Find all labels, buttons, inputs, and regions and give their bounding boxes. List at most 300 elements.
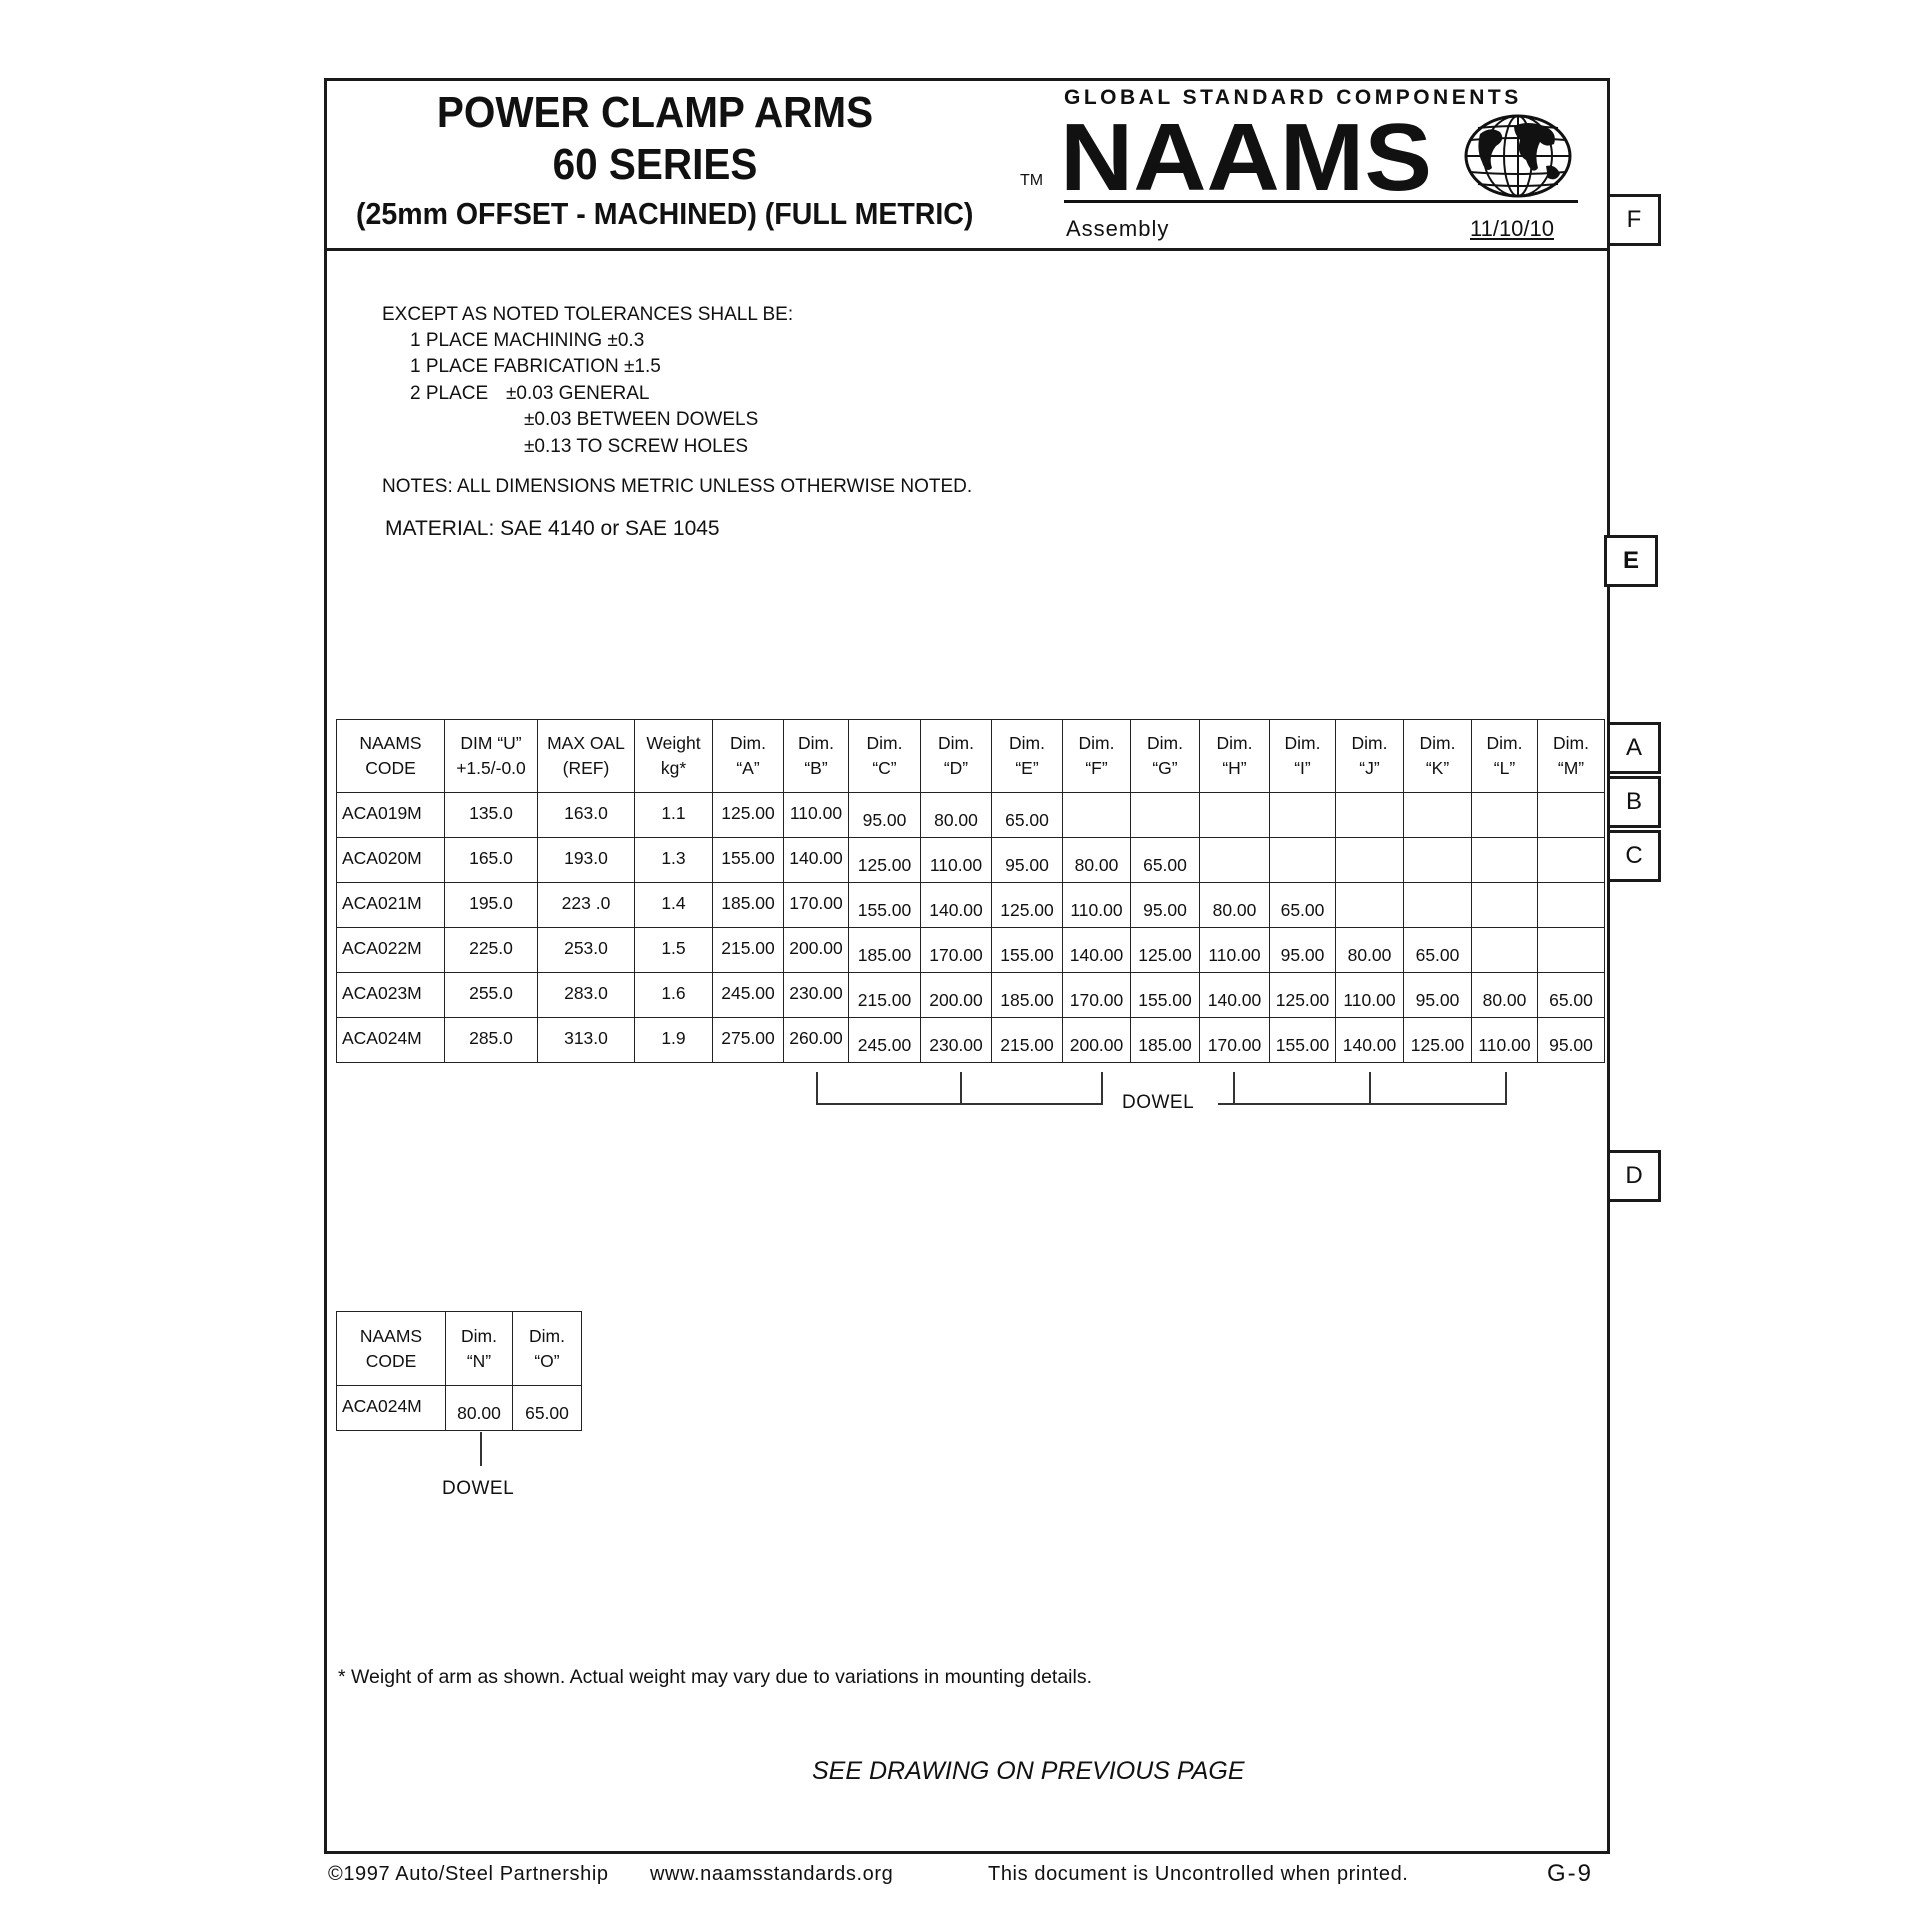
cell-text: 225.0 bbox=[469, 937, 513, 958]
cell-text: 253.0 bbox=[564, 937, 608, 958]
copyright-text: ©1997 Auto/Steel Partnership bbox=[328, 1863, 609, 1885]
table-cell bbox=[1270, 1018, 1336, 1063]
table-cell bbox=[635, 928, 713, 973]
dimension-table bbox=[336, 719, 1605, 1063]
tolerance-machining: 1 PLACE MACHINING ±0.3 bbox=[410, 330, 645, 351]
cell-text: 245.00 bbox=[721, 982, 775, 1003]
table-cell bbox=[1131, 793, 1200, 838]
header-text: Dim. bbox=[461, 1325, 497, 1346]
header-text: kg* bbox=[660, 758, 687, 778]
dowel-label-main: DOWEL bbox=[1122, 1092, 1195, 1113]
cell-text: ACA023M bbox=[342, 982, 422, 1003]
dowel-leader-n bbox=[480, 1432, 482, 1466]
header-text: “O” bbox=[534, 1350, 560, 1371]
header-text: “B” bbox=[804, 758, 828, 778]
table-cell bbox=[784, 838, 849, 883]
tolerance-fabrication: 1 PLACE FABRICATION ±1.5 bbox=[410, 356, 661, 377]
table-cell bbox=[1404, 838, 1472, 883]
disclaimer-text: This document is Uncontrolled when printed. bbox=[988, 1863, 1409, 1885]
tolerance-general: ±0.03 GENERAL bbox=[506, 383, 650, 404]
table-cell bbox=[538, 793, 635, 838]
revision-date: 11/10/10 bbox=[1470, 216, 1555, 241]
website-link[interactable]: www.naamsstandards.org bbox=[650, 1863, 894, 1885]
dowel-leader-e bbox=[960, 1072, 962, 1104]
cell-text: 95.00 bbox=[1549, 1034, 1593, 1055]
dowel-bracket-left bbox=[816, 1103, 1103, 1105]
cell-text: 1.5 bbox=[661, 937, 686, 958]
table-cell bbox=[1404, 883, 1472, 928]
naams-code-cell bbox=[337, 883, 445, 928]
cell-text: 110.00 bbox=[929, 854, 983, 875]
table-cell bbox=[1538, 793, 1605, 838]
table-cell bbox=[445, 1018, 538, 1063]
table-cell bbox=[1063, 928, 1131, 973]
logo-underline bbox=[1064, 200, 1578, 203]
table-cell bbox=[992, 838, 1063, 883]
cell-text: 125.00 bbox=[1275, 989, 1330, 1010]
title-line-3: (25mm OFFSET - MACHINED) (FULL METRIC) bbox=[356, 196, 974, 231]
header-text: Dim. bbox=[1553, 733, 1589, 753]
table-cell bbox=[1404, 793, 1472, 838]
table-cell bbox=[921, 973, 992, 1018]
table-cell bbox=[1404, 928, 1472, 973]
header-text: “E” bbox=[1015, 758, 1039, 778]
title-line-1: POWER CLAMP ARMS bbox=[436, 88, 874, 137]
cell-text: 185.00 bbox=[721, 892, 775, 913]
table-cell bbox=[445, 928, 538, 973]
table-cell bbox=[1200, 793, 1270, 838]
table-cell bbox=[784, 928, 849, 973]
table-cell bbox=[784, 1018, 849, 1063]
main-column-header bbox=[849, 720, 921, 793]
cell-text: 200.00 bbox=[929, 989, 983, 1010]
title-line-2: 60 SERIES bbox=[552, 140, 758, 189]
table-cell bbox=[1063, 1018, 1131, 1063]
cell-text: 200.00 bbox=[789, 937, 843, 958]
cell-text: 140.00 bbox=[1207, 989, 1262, 1010]
page-number: G-9 bbox=[1547, 1860, 1594, 1887]
table-cell bbox=[445, 883, 538, 928]
header-text: Dim. bbox=[529, 1325, 565, 1346]
table-cell bbox=[713, 793, 784, 838]
cell-text: 170.00 bbox=[1207, 1034, 1262, 1055]
table-cell bbox=[1538, 1018, 1605, 1063]
table-cell bbox=[713, 928, 784, 973]
table-cell bbox=[538, 973, 635, 1018]
header-text: Dim. bbox=[730, 733, 766, 753]
cell-text: 125.00 bbox=[1000, 899, 1054, 920]
cell-text: ACA021M bbox=[342, 892, 422, 913]
table-cell bbox=[713, 973, 784, 1018]
cell-text: ACA024M bbox=[342, 1395, 422, 1416]
cell-text: 155.00 bbox=[721, 847, 775, 868]
header-text: MAX OAL bbox=[547, 733, 625, 753]
cell-text: 155.00 bbox=[1138, 989, 1192, 1010]
sub-header-row bbox=[337, 1312, 582, 1386]
table-cell bbox=[849, 793, 921, 838]
table-cell bbox=[1200, 928, 1270, 973]
table-cell bbox=[1472, 1018, 1538, 1063]
table-cell bbox=[713, 1018, 784, 1063]
header-text: “H” bbox=[1222, 758, 1247, 778]
table-cell bbox=[921, 928, 992, 973]
dowel-leader-h bbox=[1233, 1072, 1235, 1104]
table-cell bbox=[1200, 1018, 1270, 1063]
table-cell bbox=[513, 1386, 582, 1431]
cell-text: 125.00 bbox=[1410, 1034, 1465, 1055]
naams-code-cell bbox=[337, 838, 445, 883]
header-text: Dim. bbox=[1078, 733, 1115, 753]
table-cell bbox=[849, 1018, 921, 1063]
cell-text: 165.0 bbox=[469, 847, 513, 868]
header-text: DIM “U” bbox=[460, 733, 522, 753]
tolerance-dowels: ±0.03 BETWEEN DOWELS bbox=[524, 409, 759, 430]
table-cell bbox=[1336, 1018, 1404, 1063]
table-cell bbox=[713, 883, 784, 928]
table-cell bbox=[1131, 973, 1200, 1018]
cell-text: 110.00 bbox=[789, 802, 843, 823]
table-cell bbox=[1538, 883, 1605, 928]
table-cell bbox=[992, 928, 1063, 973]
table-cell bbox=[1336, 973, 1404, 1018]
dowel-leader-d bbox=[816, 1072, 818, 1104]
tolerance-screw-holes: ±0.13 TO SCREW HOLES bbox=[524, 436, 749, 457]
table-cell bbox=[1063, 838, 1131, 883]
cell-text: 1.1 bbox=[661, 802, 686, 823]
header-text: Weight bbox=[646, 733, 701, 753]
logo-wordmark: NAAMS bbox=[1060, 112, 1432, 202]
cell-text: 140.00 bbox=[1342, 1034, 1397, 1055]
tab-d: D bbox=[1607, 1150, 1661, 1202]
table-cell bbox=[446, 1386, 513, 1431]
tab-f: F bbox=[1607, 194, 1661, 246]
material-spec: MATERIAL: SAE 4140 or SAE 1045 bbox=[385, 517, 720, 540]
naams-logo bbox=[1060, 112, 1580, 202]
table-cell bbox=[538, 1018, 635, 1063]
tab-b: B bbox=[1607, 776, 1661, 828]
main-column-header bbox=[1404, 720, 1472, 793]
table-cell bbox=[1336, 928, 1404, 973]
cell-text: 185.00 bbox=[857, 944, 912, 965]
general-notes: NOTES: ALL DIMENSIONS METRIC UNLESS OTHERWISE NOTED. bbox=[382, 476, 973, 497]
main-column-header bbox=[713, 720, 784, 793]
globe-icon bbox=[1466, 116, 1570, 196]
table-cell bbox=[992, 973, 1063, 1018]
dowel-leader-l bbox=[1505, 1072, 1507, 1104]
cell-text: 155.00 bbox=[1275, 1034, 1330, 1055]
header-text: Dim. bbox=[1351, 733, 1388, 753]
cell-text: 230.00 bbox=[929, 1034, 983, 1055]
main-column-header bbox=[1200, 720, 1270, 793]
header-text: Dim. bbox=[938, 733, 974, 753]
table-cell bbox=[784, 793, 849, 838]
main-column-header bbox=[1063, 720, 1131, 793]
cell-text: ACA024M bbox=[342, 1027, 422, 1048]
table-cell bbox=[849, 883, 921, 928]
table-row bbox=[337, 838, 1605, 883]
cell-text: 110.00 bbox=[1070, 899, 1123, 920]
table-cell bbox=[1538, 928, 1605, 973]
dowel-leader-f bbox=[1101, 1072, 1103, 1104]
header-text: Dim. bbox=[1284, 733, 1321, 753]
cell-text: 95.00 bbox=[1280, 944, 1325, 965]
table-cell bbox=[1336, 793, 1404, 838]
table-cell bbox=[445, 973, 538, 1018]
table-cell bbox=[1538, 838, 1605, 883]
cell-text: 155.00 bbox=[857, 899, 912, 920]
cell-text: 95.00 bbox=[1005, 854, 1049, 875]
cell-text: 195.0 bbox=[469, 892, 513, 913]
sub-column-header bbox=[446, 1312, 513, 1386]
table-cell bbox=[1131, 883, 1200, 928]
table-cell bbox=[1131, 1018, 1200, 1063]
header-text: Dim. bbox=[1419, 733, 1456, 753]
table-cell bbox=[635, 973, 713, 1018]
table-cell bbox=[849, 928, 921, 973]
table-cell bbox=[1200, 838, 1270, 883]
cell-text: 230.00 bbox=[789, 982, 843, 1003]
tab-a: A bbox=[1607, 722, 1661, 774]
cell-text: 65.00 bbox=[1143, 854, 1187, 875]
table-cell bbox=[445, 793, 538, 838]
cell-text: 163.0 bbox=[564, 802, 608, 823]
naams-code-cell bbox=[337, 1386, 446, 1431]
table-row bbox=[337, 928, 1605, 973]
header-text: Dim. bbox=[1147, 733, 1183, 753]
cell-text: ACA019M bbox=[342, 802, 422, 823]
tab-e: E bbox=[1604, 535, 1658, 587]
table-cell bbox=[1063, 793, 1131, 838]
dowel-leader-j bbox=[1369, 1072, 1371, 1104]
see-drawing-note: SEE DRAWING ON PREVIOUS PAGE bbox=[812, 1757, 1245, 1785]
tolerance-heading: EXCEPT AS NOTED TOLERANCES SHALL BE: bbox=[382, 304, 794, 325]
header-text: “D” bbox=[943, 758, 969, 778]
header-text: “F” bbox=[1085, 758, 1108, 778]
main-column-header bbox=[992, 720, 1063, 793]
trademark-mark: TM bbox=[1020, 172, 1044, 189]
cell-text: 255.0 bbox=[469, 982, 513, 1003]
cell-text: 95.00 bbox=[862, 809, 907, 830]
cell-text: 1.6 bbox=[661, 982, 686, 1003]
table-cell bbox=[992, 1018, 1063, 1063]
header-text: (REF) bbox=[562, 758, 610, 778]
header-text: CODE bbox=[365, 1350, 417, 1371]
table-cell bbox=[1336, 838, 1404, 883]
table-cell bbox=[921, 1018, 992, 1063]
cell-text: 200.00 bbox=[1069, 1034, 1124, 1055]
table-row bbox=[337, 1386, 582, 1431]
header-text: Dim. bbox=[866, 733, 903, 753]
cell-text: 170.00 bbox=[929, 944, 983, 965]
table-row bbox=[337, 973, 1605, 1018]
header-text: Dim. bbox=[798, 733, 834, 753]
cell-text: 80.00 bbox=[1074, 854, 1119, 875]
table-cell bbox=[1131, 838, 1200, 883]
table-cell bbox=[992, 793, 1063, 838]
cell-text: 95.00 bbox=[1143, 899, 1187, 920]
cell-text: 125.00 bbox=[857, 854, 912, 875]
tolerance-2place-label: 2 PLACE bbox=[410, 383, 489, 404]
table-cell bbox=[1270, 973, 1336, 1018]
main-column-header bbox=[784, 720, 849, 793]
naams-code-cell bbox=[337, 928, 445, 973]
table-cell bbox=[784, 883, 849, 928]
table-cell bbox=[992, 883, 1063, 928]
cell-text: 95.00 bbox=[1415, 989, 1460, 1010]
header-text: Dim. bbox=[1486, 733, 1523, 753]
table-cell bbox=[1270, 838, 1336, 883]
table-cell bbox=[1270, 793, 1336, 838]
table-cell bbox=[538, 838, 635, 883]
weight-footnote: * Weight of arm as shown. Actual weight may vary due to variations in mounting details. bbox=[338, 1666, 1093, 1688]
cell-text: 283.0 bbox=[564, 982, 608, 1003]
tab-c: C bbox=[1607, 830, 1661, 882]
cell-text: 80.00 bbox=[457, 1402, 501, 1423]
naams-code-cell bbox=[337, 793, 445, 838]
table-row bbox=[337, 1018, 1605, 1063]
header-text: +1.5/-0.0 bbox=[456, 758, 526, 778]
table-cell bbox=[635, 838, 713, 883]
cell-text: 313.0 bbox=[564, 1027, 608, 1048]
cell-text: 65.00 bbox=[1549, 989, 1593, 1010]
table-cell bbox=[921, 838, 992, 883]
cell-text: 65.00 bbox=[1280, 899, 1325, 920]
sub-column-header bbox=[337, 1312, 446, 1386]
cell-text: 110.00 bbox=[1208, 944, 1261, 965]
cell-text: 135.0 bbox=[469, 802, 513, 823]
table-cell bbox=[1472, 793, 1538, 838]
cell-text: ACA022M bbox=[342, 937, 422, 958]
brand-tagline: GLOBAL STANDARD COMPONENTS bbox=[1064, 86, 1522, 109]
main-column-header bbox=[538, 720, 635, 793]
cell-text: 125.00 bbox=[1138, 944, 1192, 965]
sub-column-header bbox=[513, 1312, 582, 1386]
cell-text: 80.00 bbox=[1482, 989, 1527, 1010]
header-text: “K” bbox=[1425, 758, 1450, 778]
naams-code-cell bbox=[337, 1018, 445, 1063]
cell-text: 185.00 bbox=[1138, 1034, 1192, 1055]
table-cell bbox=[1404, 1018, 1472, 1063]
header-divider bbox=[324, 248, 1610, 251]
table-cell bbox=[1270, 883, 1336, 928]
cell-text: 245.00 bbox=[857, 1034, 912, 1055]
cell-text: 285.0 bbox=[469, 1027, 513, 1048]
table-cell bbox=[713, 838, 784, 883]
cell-text: 1.4 bbox=[661, 892, 686, 913]
table-row bbox=[337, 883, 1605, 928]
cell-text: 140.00 bbox=[789, 847, 843, 868]
cell-text: 65.00 bbox=[1415, 944, 1460, 965]
cell-text: 170.00 bbox=[1069, 989, 1124, 1010]
main-column-header bbox=[445, 720, 538, 793]
cell-text: 1.9 bbox=[661, 1027, 686, 1048]
table-cell bbox=[921, 793, 992, 838]
table-cell bbox=[635, 1018, 713, 1063]
table-row bbox=[337, 793, 1605, 838]
main-column-header bbox=[1538, 720, 1605, 793]
header-text: “C” bbox=[872, 758, 897, 778]
header-text: “N” bbox=[466, 1350, 492, 1371]
cell-text: 80.00 bbox=[1347, 944, 1392, 965]
table-cell bbox=[849, 973, 921, 1018]
table-cell bbox=[1404, 973, 1472, 1018]
header-text: Dim. bbox=[1216, 733, 1253, 753]
header-text: NAAMS bbox=[359, 1325, 423, 1346]
cell-text: 185.00 bbox=[1000, 989, 1054, 1010]
table-cell bbox=[1538, 973, 1605, 1018]
main-column-header bbox=[1336, 720, 1404, 793]
cell-text: 80.00 bbox=[934, 809, 978, 830]
cell-text: 110.00 bbox=[1343, 989, 1396, 1010]
table-cell bbox=[1472, 973, 1538, 1018]
table-cell bbox=[1472, 838, 1538, 883]
dowel-bracket-right bbox=[1218, 1103, 1507, 1105]
main-column-header bbox=[1472, 720, 1538, 793]
main-column-header bbox=[635, 720, 713, 793]
dowel-label-sub: DOWEL bbox=[442, 1478, 515, 1499]
header-text: Dim. bbox=[1009, 733, 1045, 753]
table-cell bbox=[538, 883, 635, 928]
table-cell bbox=[1336, 883, 1404, 928]
table-cell bbox=[635, 883, 713, 928]
cell-text: 215.00 bbox=[721, 937, 775, 958]
cell-text: 65.00 bbox=[1005, 809, 1049, 830]
section-label: Assembly bbox=[1066, 216, 1170, 241]
cell-text: 170.00 bbox=[789, 892, 843, 913]
table-cell bbox=[538, 928, 635, 973]
continuation-table bbox=[336, 1311, 582, 1431]
table-cell bbox=[1200, 883, 1270, 928]
cell-text: 215.00 bbox=[1000, 1034, 1054, 1055]
cell-text: 140.00 bbox=[929, 899, 983, 920]
cell-text: 125.00 bbox=[721, 802, 775, 823]
table-cell bbox=[1270, 928, 1336, 973]
cell-text: 215.00 bbox=[857, 989, 912, 1010]
table-cell bbox=[1063, 883, 1131, 928]
main-column-header bbox=[337, 720, 445, 793]
header-text: “M” bbox=[1557, 758, 1585, 778]
cell-text: 65.00 bbox=[525, 1402, 569, 1423]
table-cell bbox=[1063, 973, 1131, 1018]
header-text: “J” bbox=[1359, 758, 1380, 778]
table-cell bbox=[1200, 973, 1270, 1018]
table-cell bbox=[1472, 883, 1538, 928]
cell-text: 260.00 bbox=[789, 1027, 843, 1048]
cell-text: ACA020M bbox=[342, 847, 422, 868]
cell-text: 80.00 bbox=[1212, 899, 1257, 920]
header-text: “I” bbox=[1294, 758, 1311, 778]
cell-text: 193.0 bbox=[564, 847, 608, 868]
cell-text: 223 .0 bbox=[561, 892, 611, 913]
naams-code-cell bbox=[337, 973, 445, 1018]
table-cell bbox=[635, 793, 713, 838]
cell-text: 1.3 bbox=[661, 847, 686, 868]
main-header-row bbox=[337, 720, 1605, 793]
main-column-header bbox=[1131, 720, 1200, 793]
table-cell bbox=[445, 838, 538, 883]
header-text: “A” bbox=[736, 758, 760, 778]
table-cell bbox=[1131, 928, 1200, 973]
cell-text: 275.00 bbox=[721, 1027, 775, 1048]
table-cell bbox=[921, 883, 992, 928]
table-cell bbox=[849, 838, 921, 883]
header-text: NAAMS bbox=[359, 733, 422, 753]
header-text: “L” bbox=[1493, 758, 1516, 778]
table-cell bbox=[1472, 928, 1538, 973]
main-column-header bbox=[921, 720, 992, 793]
header-text: CODE bbox=[365, 758, 416, 778]
cell-text: 140.00 bbox=[1069, 944, 1124, 965]
